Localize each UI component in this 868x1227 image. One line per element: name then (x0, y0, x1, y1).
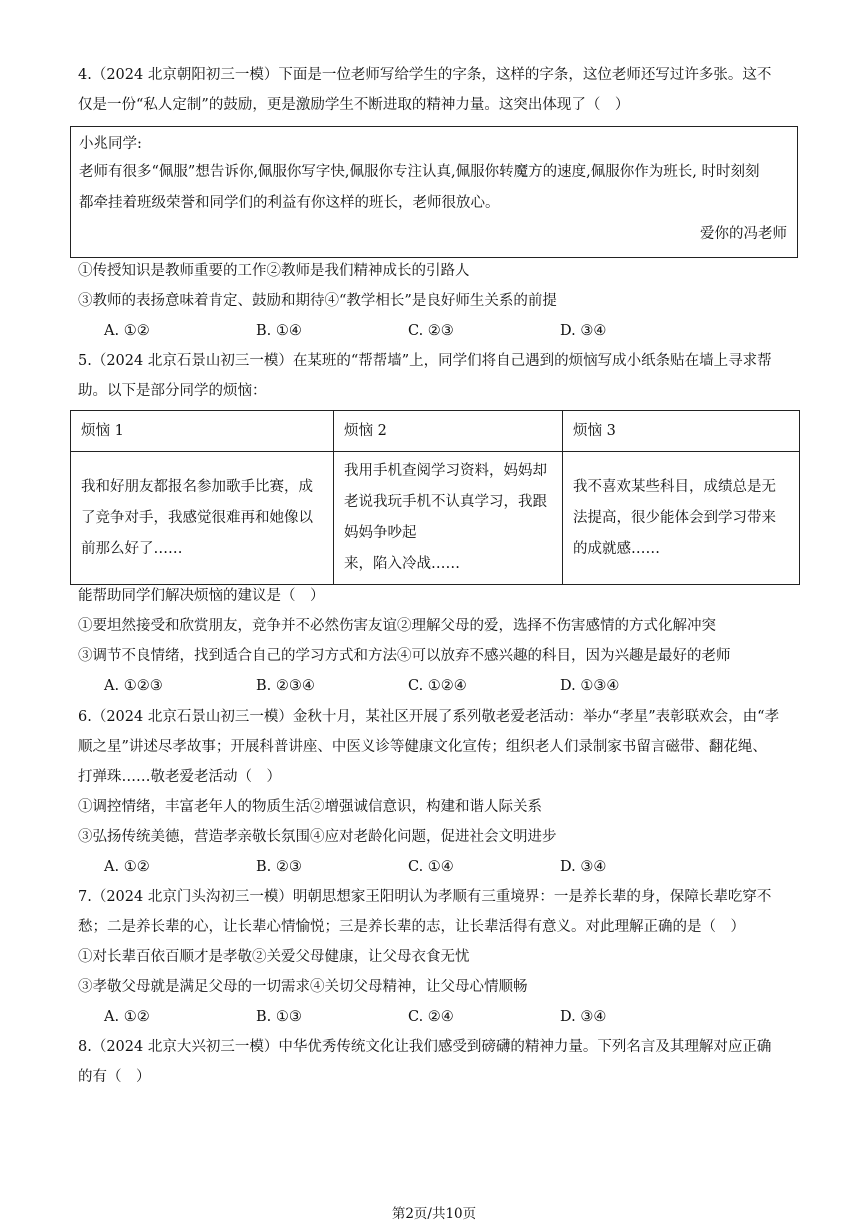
option-c[interactable]: C. ①④ (408, 859, 454, 875)
table-header-cell: 烦恼 3 (563, 411, 800, 452)
option-d[interactable]: D. ③④ (560, 859, 607, 875)
table-cell (71, 452, 334, 585)
option-b[interactable]: B. ②③ (256, 859, 302, 875)
question-text-line: 6.（2024 北京石景山初三一模）金秋十月，某社区开展了系列敬老爱老活动：举办“孝星”表彰联欢会，由“孝 (78, 709, 780, 725)
table-cell (334, 452, 563, 585)
question-text-line: 4.（2024 北京朝阳初三一模）下面是一位老师写给学生的字条，这样的字条，这位老师还写过许多张。这不 (78, 67, 772, 83)
statement-line: ③调节不良情绪，找到适合自己的学习方式和方法④可以放弃不感兴趣的科目，因为兴趣是最好的老师 (78, 648, 731, 664)
note-body-line: 都牵挂着班级荣誉和同学们的利益有你这样的班长，老师很放心。 (79, 195, 500, 211)
cell-line: 前那么好了…… (81, 540, 183, 557)
cell-line: 了竞争对手，我感觉很难再和她像以 (81, 509, 313, 526)
statement-line: ①调控情绪，丰富老年人的物质生活②增强诚信意识，构建和谐人际关系 (78, 799, 542, 815)
question-text-line: 的有（ ） (78, 1069, 151, 1085)
question-text-line: 愁；二是养长辈的心，让长辈心情愉悦；三是养长辈的志，让长辈活得有意义。对此理解正确的是（ ） (78, 919, 745, 935)
question-4-stem (78, 60, 800, 120)
question-ask: 能帮助同学们解决烦恼的建议是（ ） (78, 588, 325, 604)
table-header-row (71, 411, 800, 452)
note-body-line: 老师有很多“佩服”想告诉你,佩服你写字快,佩服你专注认真,佩服你转魔方的速度,佩服你作为班长, 时时刻刻 (79, 164, 760, 180)
question-text-line: 7.（2024 北京门头沟初三一模）明朝思想家王阳明认为孝顺有三重境界：一是养长辈的身，保障长辈吃穿不 (78, 889, 772, 905)
cell-line: 我用手机查阅学习资料，妈妈却 (344, 463, 547, 479)
table-header-cell: 烦恼 1 (71, 411, 334, 452)
question-4-statements (78, 256, 800, 346)
question-6 (78, 702, 800, 882)
option-d[interactable]: D. ③④ (560, 323, 607, 339)
option-a[interactable]: A. ①② (104, 859, 150, 875)
cell-line: 的成就感…… (573, 540, 660, 557)
table-cell (563, 452, 800, 585)
cell-line: 我和好朋友都报名参加歌手比赛，成 (81, 478, 313, 495)
option-c[interactable]: C. ①②④ (408, 678, 467, 694)
question-text-line: 5.（2024 北京石景山初三一模）在某班的“帮帮墙”上，同学们将自己遇到的烦恼写成小纸条贴在墙上寻求帮 (78, 353, 772, 369)
statement-line: ①传授知识是教师重要的工作②教师是我们精神成长的引路人 (78, 263, 470, 279)
page-number: 第2页/共10页 (391, 1206, 477, 1222)
option-c[interactable]: C. ②④ (408, 1009, 454, 1025)
statement-line: ①对长辈百依百顺才是孝敬②关爱父母健康，让父母衣食无忧 (78, 949, 470, 965)
statement-line: ①要坦然接受和欣赏朋友，竞争并不必然伤害友谊②理解父母的爱，选择不伤害感情的方式化解冲突 (78, 618, 716, 634)
answer-options (78, 1002, 800, 1032)
answer-options (78, 671, 800, 701)
option-d[interactable]: D. ③④ (560, 1009, 607, 1025)
question-text-line: 8.（2024 北京大兴初三一模）中华优秀传统文化让我们感受到磅礴的精神力量。下列名言及其理解对应正确 (78, 1039, 772, 1055)
question-text-line: 仅是一份“私人定制”的鼓励，更是激励学生不断进取的精神力量。这突出体现了（ ） (78, 97, 630, 113)
troubles-table (70, 410, 800, 585)
table-header-cell: 烦恼 2 (334, 411, 563, 452)
option-a[interactable]: A. ①② (104, 1009, 150, 1025)
question-text-line: 打弹珠……敬老爱老活动（ ） (78, 769, 281, 785)
statement-line: ③教师的表扬意味着肯定、鼓励和期待④“教学相长”是良好师生关系的前提 (78, 293, 557, 309)
answer-options (78, 852, 800, 882)
cell-line: 法提高，很少能体会到学习带来 (573, 509, 776, 526)
question-text-line: 助。以下是部分同学的烦恼： (78, 383, 267, 399)
question-5-statements (78, 581, 800, 701)
table-row (71, 452, 800, 585)
cell-line: 我不喜欢某些科目，成绩总是无 (573, 478, 776, 495)
option-b[interactable]: B. ②③④ (256, 678, 315, 694)
teacher-note-box (70, 126, 798, 258)
statement-line: ③孝敬父母就是满足父母的一切需求④关切父母精神，让父母心情顺畅 (78, 979, 528, 995)
option-c[interactable]: C. ②③ (408, 323, 454, 339)
note-salutation: 小兆同学: (79, 136, 142, 152)
cell-line: 妈妈争吵起 (344, 525, 417, 541)
note-signature: 爱你的冯老师 (700, 226, 787, 242)
option-b[interactable]: B. ①④ (256, 323, 302, 339)
option-a[interactable]: A. ①②③ (104, 678, 163, 694)
cell-line: 来，陷入冷战…… (344, 556, 460, 572)
question-text-line: 顺之星”讲述尽孝故事；开展科普讲座、中医义诊等健康文化宣传；组织老人们录制家书留言磁带、翻花绳、 (78, 739, 767, 755)
option-d[interactable]: D. ①③④ (560, 678, 620, 694)
question-8 (78, 1032, 800, 1092)
question-5-stem (78, 346, 800, 406)
cell-line: 老说我玩手机不认真学习，我跟 (344, 494, 547, 510)
option-a[interactable]: A. ①② (104, 323, 150, 339)
question-7 (78, 882, 800, 1032)
answer-options (78, 316, 800, 346)
option-b[interactable]: B. ①③ (256, 1009, 302, 1025)
statement-line: ③弘扬传统美德，营造孝亲敬长氛围④应对老龄化问题，促进社会文明进步 (78, 829, 557, 845)
